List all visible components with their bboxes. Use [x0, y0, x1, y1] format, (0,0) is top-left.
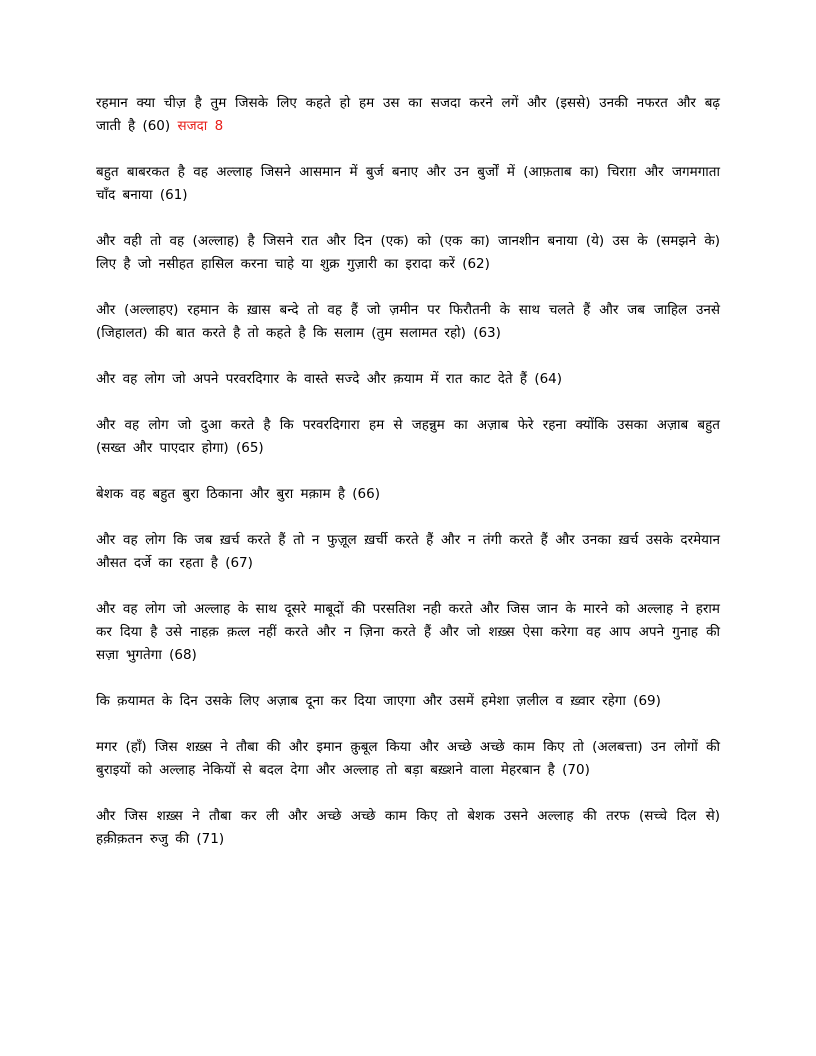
- verse-text: रहमान क्या चीज़ है तुम जिसके लिए कहते हो हम उस का सजदा करने लगें और (इससे) उनकी नफरत और बढ़ जाती है (60): [96, 95, 721, 134]
- verse-62: [96, 230, 720, 276]
- verse-63: [96, 299, 720, 345]
- sajda-marker: सजदा 8: [177, 118, 224, 134]
- verse-64: [96, 368, 720, 391]
- verse-text: कि क़यामत के दिन उसके लिए अज़ाब दूना कर दिया जाएगा और उसमें हमेशा ज़लील व ख़्वार रहेगा (69): [96, 693, 661, 709]
- verse-61: [96, 161, 720, 207]
- verse-text: बहुत बाबरकत है वह अल्लाह जिसने आसमान में बुर्ज बनाए और उन बुर्जों में (आफ़ताब का) चिराग़ और जगमगाता चाँद बनाया (61): [96, 164, 720, 203]
- verse-text: और वह लोग जो अल्लाह के साथ दूसरे माबूदों की परसतिश नही करते और जिस जान के मारने को अल्लाह ने हराम कर दिया है उसे नाहक़ क़त्ल नहीं करते और न ज़िना करते हैं और जो शख़्स ऐसा करेगा वह आप अपने गुनाह की सज़ा भुगतेगा (68): [96, 601, 720, 663]
- verse-69: [96, 690, 720, 713]
- document-page: [96, 92, 720, 874]
- verse-text: और (अल्लाहए) रहमान के ख़ास बन्दे तो वह हैं जो ज़मीन पर फिरौतनी के साथ चलते हैं और जब जाहिल उनसे (जिहालत) की बात करते है तो कहते है कि सलाम (तुम सलामत रहो) (63): [96, 302, 720, 341]
- verse-text: बेशक वह बहुत बुरा ठिकाना और बुरा मक़ाम है (66): [96, 486, 380, 502]
- verse-text: और जिस शख़्स ने तौबा कर ली और अच्छे अच्छे काम किए तो बेशक उसने अल्लाह की तरफ (सच्चे दिल से) हक़ीक़तन रुजु की (71): [96, 808, 720, 847]
- verse-65: [96, 414, 720, 460]
- verse-66: [96, 483, 720, 506]
- verse-text: मगर (हाँ) जिस शख़्स ने तौबा की और इमान क़ुबूल किया और अच्छे अच्छे काम किए तो (अलबत्ता) उन लोगों की बुराइयों को अल्लाह नेकियों से बदल देगा और अल्लाह तो बड़ा बख़्शने वाला मेहरबान है (70): [96, 739, 720, 778]
- verse-text: और वह लोग कि जब ख़र्च करते हैं तो न फुज़ूल ख़र्ची करते हैं और न तंगी करते हैं और उनका ख़र्च उसके दरमेयान औसत दर्जे का रहता है (67): [96, 532, 720, 571]
- verse-60: [96, 92, 720, 138]
- verse-text: और वह लोग जो दुआ करते है कि परवरदिगारा हम से जहन्नुम का अज़ाब फेरे रहना क्योंकि उसका अज़ाब बहुत (सख्त और पाएदार होगा) (65): [96, 417, 720, 456]
- verse-70: [96, 736, 720, 782]
- verse-68: [96, 598, 720, 667]
- verse-text: और वह लोग जो अपने परवरदिगार के वास्ते सज्दे और क़याम में रात काट देते हैं (64): [96, 371, 563, 387]
- verse-text: और वही तो वह (अल्लाह) है जिसने रात और दिन (एक) को (एक का) जानशीन बनाया (ये) उस के (समझने के) लिए है जो नसीहत हासिल करना चाहे या शुक्र गुज़ारी का इरादा करें (62): [96, 233, 720, 272]
- verse-71: [96, 805, 720, 851]
- verse-67: [96, 529, 720, 575]
